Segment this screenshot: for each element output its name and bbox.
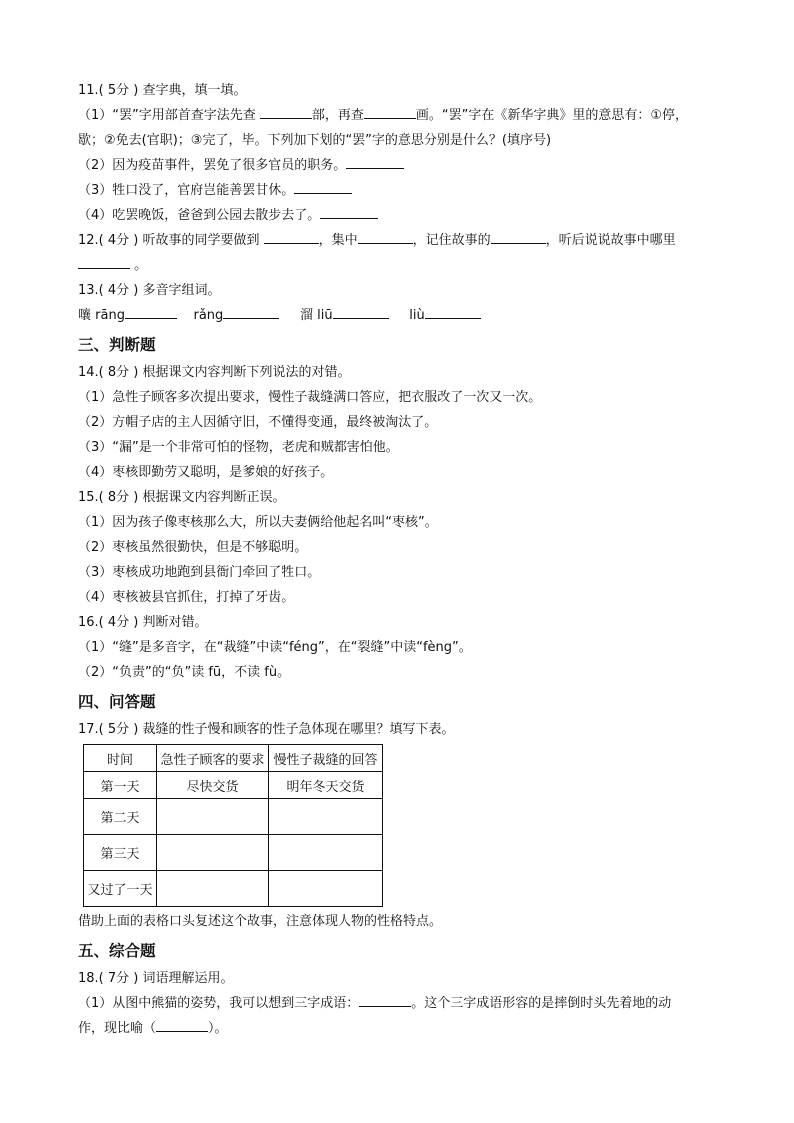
- q12-line2: 。: [78, 253, 728, 278]
- blank[interactable]: [125, 304, 177, 319]
- table-cell: 明年冬天交货: [269, 772, 383, 799]
- table-cell: 第三天: [84, 835, 157, 871]
- q17-answer-table: [83, 744, 383, 907]
- blank[interactable]: [156, 1017, 208, 1032]
- table-row: [84, 772, 383, 799]
- q14-heading: 14.( 8分 ) 根据课文内容判断下列说法的对错。: [78, 365, 351, 380]
- q11-sentence-3: （3）牲口没了，官府岂能善罢甘休。: [78, 178, 728, 203]
- q11-part1-line1: （1）“罢”字用部首查字法先查 部，再查 画。“罢”字在《新华字典》里的意思有：①停，: [78, 103, 728, 128]
- blank[interactable]: [333, 304, 389, 319]
- blank[interactable]: [223, 304, 279, 319]
- q15-item: （3）枣核成功地跑到县衙门牵回了牲口。: [78, 565, 321, 580]
- blank[interactable]: [78, 254, 130, 269]
- blank[interactable]: [358, 229, 413, 244]
- blank[interactable]: [260, 104, 312, 119]
- q17-instruction: 借助上面的表格口头复述这个故事，注意体现人物的性格特点。: [78, 914, 443, 929]
- table-row: [84, 871, 383, 907]
- blank[interactable]: [425, 304, 481, 319]
- q11-sentence-2: （2）因为疫苗事件，罢免了很多官员的职务。: [78, 153, 728, 178]
- q16-heading: 16.( 4分 ) 判断对错。: [78, 615, 208, 630]
- q18-heading: 18.( 7分 ) 词语理解运用。: [78, 971, 234, 986]
- blank[interactable]: [294, 179, 352, 194]
- q17-heading: 17.( 5分 ) 裁缝的性子慢和顾客的性子急体现在哪里？填写下表。: [78, 722, 455, 737]
- table-header-cell: 急性子顾客的要求: [157, 745, 269, 772]
- q13-items: 嚷 rāng rǎng 溜 liū liù: [78, 303, 728, 328]
- q14-item: （4）枣核即勤劳又聪明，是爹娘的好孩子。: [78, 465, 334, 480]
- q16-item: （1）“缝”是多音字，在“裁缝”中读“féng”，在“裂缝”中读“fèng”。: [78, 640, 472, 655]
- q13-heading: 13.( 4分 ) 多音字组词。: [78, 283, 221, 298]
- q14-item: （2）方帽子店的主人因循守旧，不懂得变通，最终被淘汰了。: [78, 415, 438, 430]
- table-cell[interactable]: [269, 799, 383, 835]
- table-cell: 第一天: [84, 772, 157, 799]
- table-cell[interactable]: [157, 835, 269, 871]
- blank[interactable]: [359, 992, 411, 1007]
- q15-item: （2）枣核虽然很勤快，但是不够聪明。: [78, 540, 308, 555]
- q18-part1-line1: （1）从图中熊猫的姿势，我可以想到三字成语： 。这个三字成语形容的是摔倒时头先着地的动: [78, 991, 728, 1016]
- q16-item: （2）“负责”的“负”读 fū，不读 fù。: [78, 665, 291, 680]
- section-heading-comprehensive: 五、综合题: [78, 942, 156, 960]
- table-cell[interactable]: [157, 871, 269, 907]
- table-cell[interactable]: [157, 799, 269, 835]
- table-row: [84, 799, 383, 835]
- table-header-cell: 慢性子裁缝的回答: [269, 745, 383, 772]
- blank[interactable]: [320, 204, 378, 219]
- q14-item: （1）急性子顾客多次提出要求，慢性子裁缝满口答应，把衣服改了一次又一次。: [78, 390, 542, 405]
- q15-item: （4）枣核被县官抓住，打掉了牙齿。: [78, 590, 295, 605]
- table-cell: 又过了一天: [84, 871, 157, 907]
- section-heading-questions: 四、问答题: [78, 693, 156, 711]
- table-row: [84, 835, 383, 871]
- q11-part1-line2: 歇；②免去(官职)；③完了，毕。下列加下划的“罢”字的意思分别是什么？(填序号): [78, 133, 552, 148]
- q15-item: （1）因为孩子像枣核那么大，所以夫妻俩给他起名叫“枣核”。: [78, 515, 438, 530]
- blank[interactable]: [264, 229, 319, 244]
- q18-part1-line2: 作，现比喻（ ）。: [78, 1016, 728, 1041]
- q11-heading: 11.( 5分 ) 查字典，填一填。: [78, 83, 247, 98]
- blank[interactable]: [346, 154, 404, 169]
- blank[interactable]: [364, 104, 416, 119]
- q14-item: （3）“漏”是一个非常可怕的怪物，老虎和贼都害怕他。: [78, 440, 399, 455]
- table-cell[interactable]: [269, 835, 383, 871]
- section-heading-judgement: 三、判断题: [78, 336, 156, 354]
- q12-line1: 12.( 4分 ) 听故事的同学要做到 ，集中 ，记住故事的 ，听后说说故事中哪里: [78, 228, 728, 253]
- q15-heading: 15.( 8分 ) 根据课文内容判断正误。: [78, 490, 286, 505]
- table-header-row: [84, 745, 383, 772]
- table-header-cell: 时间: [84, 745, 157, 772]
- blank[interactable]: [491, 229, 546, 244]
- table-cell[interactable]: [269, 871, 383, 907]
- worksheet-page: [78, 78, 728, 1041]
- table-cell: 第二天: [84, 799, 157, 835]
- q11-sentence-4: （4）吃罢晚饭，爸爸到公园去散步去了。: [78, 203, 728, 228]
- table-cell: 尽快交货: [157, 772, 269, 799]
